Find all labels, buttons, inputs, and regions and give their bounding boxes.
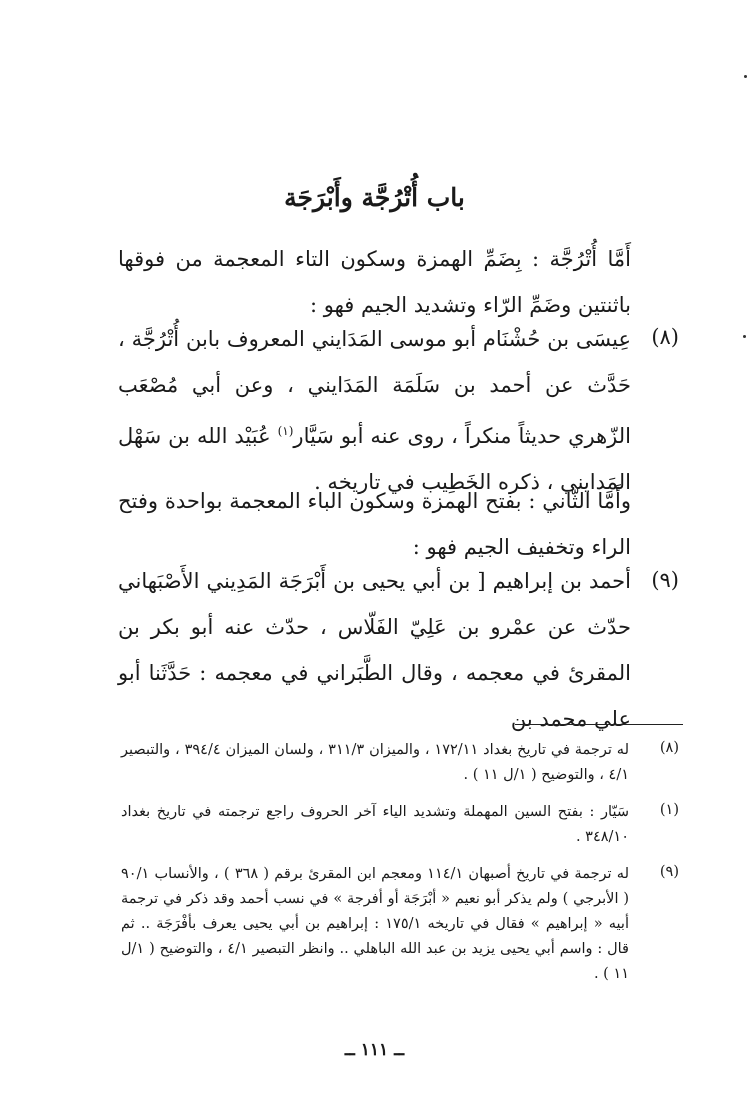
footnote-number-9: (٩) — [659, 864, 679, 880]
chapter-title: باب أُتْرُجَّة وأَبْرَجَة — [284, 183, 465, 212]
footnote-1: سَيّار : بفتح السين المهملة وتشديد الياء آخر الحروف راجع ترجمته في تاريخ بغداد ٣٤٨/١٠ . — [121, 804, 629, 845]
entry-8-text: عِيسَى بن حُشْنَام أبو موسى المَدَايني المعروف بابن أُتْرُجَّة ، حَدَّث عن أحمد بن سَلَمَة المَدَايني ، وعن أبي مُصْعَب الزّهري حديثاً منكراً ، روى عنه أبو سَيَّار — [118, 327, 631, 448]
intro-paragraph-2-block — [118, 478, 631, 570]
intro-paragraph-1: أَمَّا أُتْرُجَّة : بِضَمِّ الهمزة وسكون التاء المعجمة من فوقها باثنتين وضَمِّ الرّاء وتشديد الجيم فهو : — [118, 247, 631, 317]
entry-number-8: (٨) — [651, 325, 679, 349]
scan-speck — [743, 335, 746, 338]
entry-9-text: أحمد بن إبراهيم [ بن أبي يحيى بن أَبْرَجَة المَدِيني الأَصْبَهاني حدّث عن عمْرو بن عَلِيّ الفَلّاس ، حدّث عنه أبو بكر بن المقرىٔ في معجمه ، وقال الطَّبَراني في معجمه : حَدَّثَنا أبو علي محمد بن — [118, 569, 631, 731]
entry-9 — [118, 558, 631, 742]
footnote-9: له ترجمة في تاريخ أصبهان ١١٤/١ ومعجم ابن المقرئ برقم ( ٣٦٨ ) ، والأنساب ٩٠/١ ( الأبرجي ) ولم يذكر أبو نعيم « أبْرَجَة أو أفرجة » في نسب أحمد وقد ذكر في ترجمة أبيه « إبراهيم » فقال في تاريخه ١٧٥/١ : إبراهيم بن أبي يحيى يعرف بأفْرَجَة .. ثم قال : واسم أبي يحيى يزيد بن عبد الله الباهلي .. وانظر التبصير ٤/١ ، والتوضيح ( ١/ل ١١ ) . — [121, 866, 629, 982]
page-number: ــ ١١١ ــ — [344, 1040, 405, 1060]
entry-number-9: (٩) — [651, 568, 679, 592]
footnote-8: له ترجمة في تاريخ بغداد ١٧٢/١١ ، والميزان ٣١١/٣ ، ولسان الميزان ٣٩٤/٤ ، والتبصير ٤/١ ، والتوضيح ( ١/ل ١١ ) . — [121, 742, 629, 783]
entry-8 — [118, 316, 631, 505]
footnote-ref-1[interactable]: (١) — [277, 424, 294, 438]
footnote-separator — [515, 724, 683, 725]
scan-speck — [744, 75, 747, 78]
intro-paragraph-2: وأَمَّا الثّاني : بفتح الهمزة وسكون الباء المعجمة بواحدة وفتح الراء وتخفيف الجيم فهو : — [118, 489, 631, 559]
main-text — [118, 236, 631, 328]
entry-8-text-continued: عُبَيْد الله بن سَهْل المَدايني ، ذكره الخَطِيب في تاريخه . — [118, 424, 631, 494]
footnote-number-8: (٨) — [659, 740, 679, 756]
footnote-number-1: (١) — [659, 802, 679, 818]
